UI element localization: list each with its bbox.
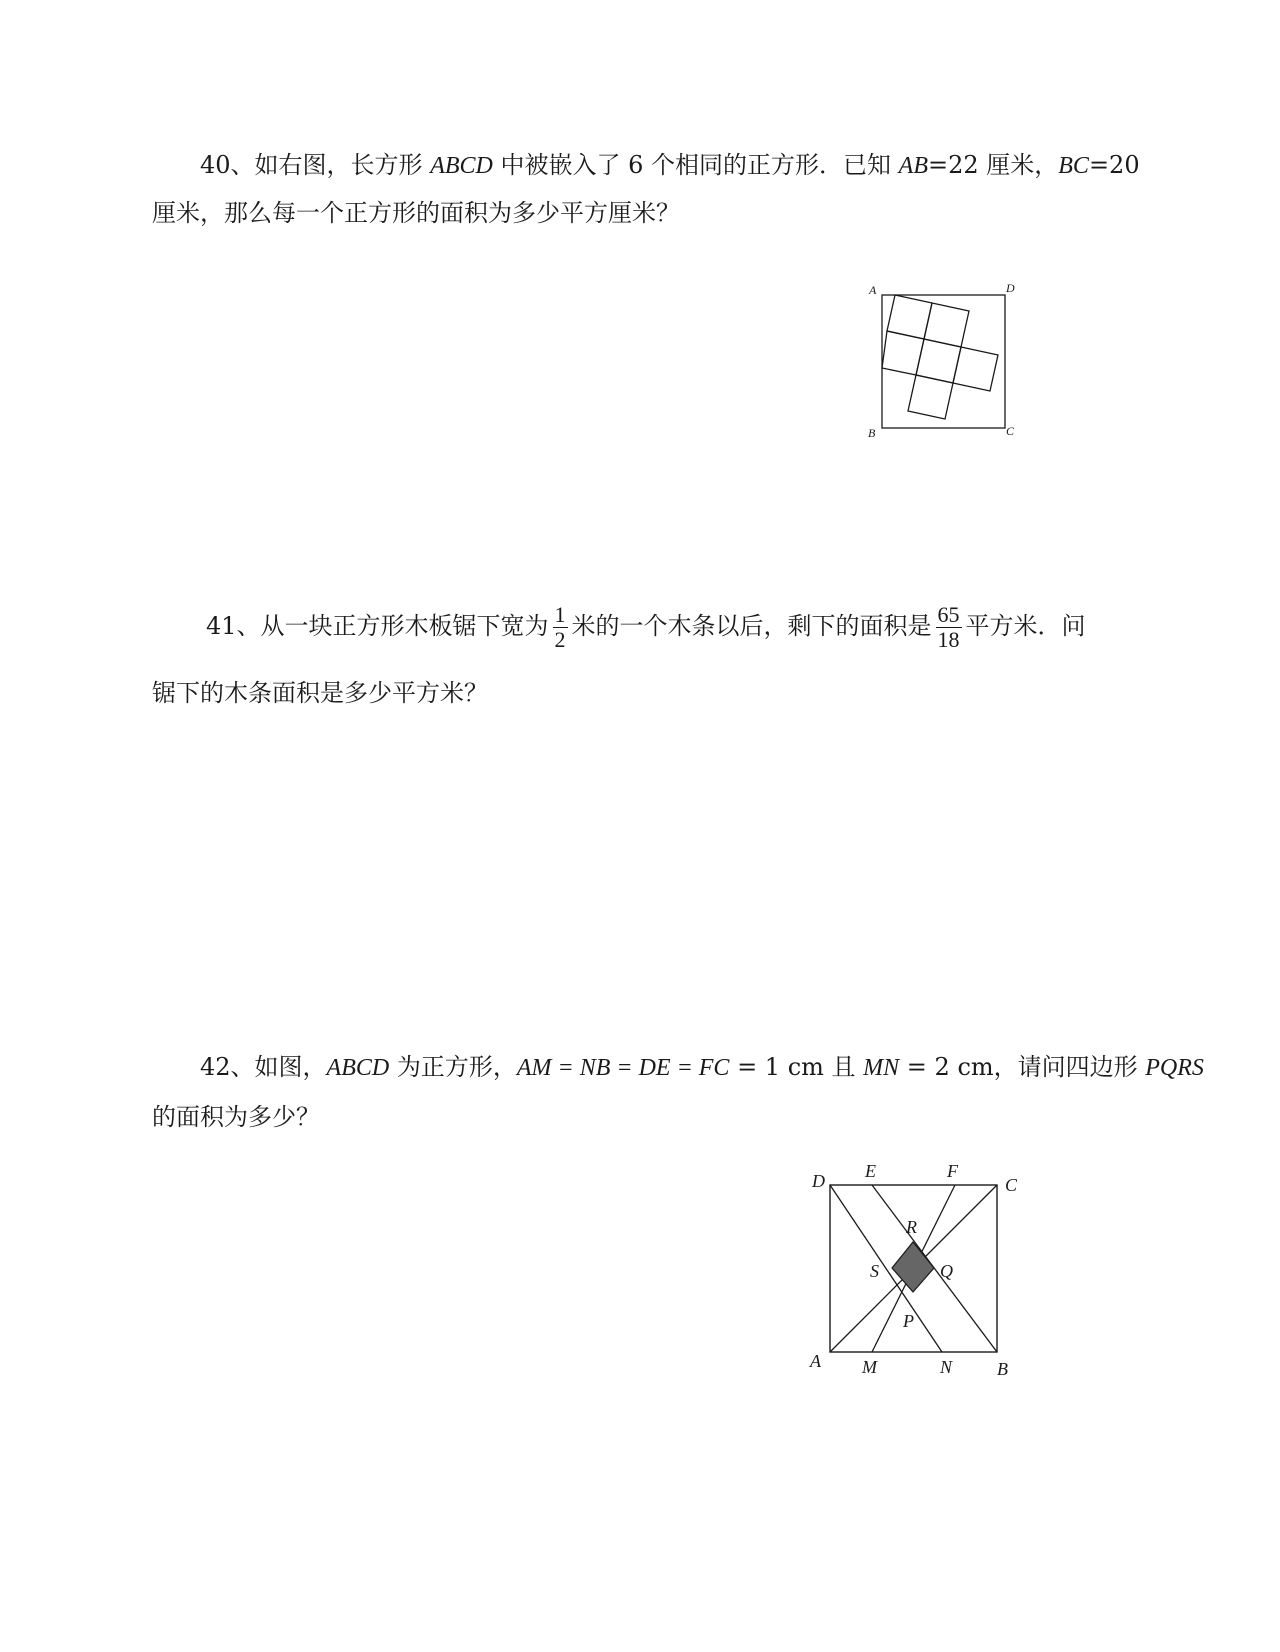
q40-line1 — [200, 148, 1140, 183]
q42-line2: 的面积为多少？ — [152, 1103, 320, 1131]
q42-number: 42、 — [200, 1053, 255, 1081]
q41-line1 — [206, 598, 1086, 654]
q42-label-p: P — [903, 1311, 914, 1331]
q41-line2: 锯下的木条面积是多少平方米？ — [152, 679, 488, 707]
q41-frac1-den: 2 — [554, 627, 566, 652]
q40-line2: 厘米，那么每一个正方形的面积为多少平方厘米？ — [152, 199, 680, 227]
q40-rectangle — [882, 295, 1005, 428]
q41-frac2-den: 18 — [937, 627, 960, 652]
q41-frac2-num: 65 — [937, 602, 960, 627]
q40-text-1: 如右图，长方形 — [254, 151, 431, 179]
q41-number: 41、 — [206, 612, 261, 640]
q42-mn: MN — [863, 1055, 900, 1081]
q41-frac1-num: 1 — [554, 602, 566, 627]
q40-ab: AB — [898, 153, 928, 179]
q42-text-3: = 1 cm 且 — [729, 1053, 864, 1081]
q41-text-2: 米的一个木条以后，剩下的面积是 — [571, 612, 932, 640]
q40-square-6 — [908, 375, 953, 419]
q42-line-eb — [872, 1185, 997, 1352]
q42-label-r: R — [906, 1217, 917, 1237]
q42-abcd: ABCD — [326, 1055, 390, 1081]
q42-pqrs: PQRS — [1145, 1055, 1204, 1081]
q42-text-1: 如图， — [254, 1053, 327, 1081]
q40-abcd: ABCD — [430, 153, 493, 179]
q42-line1 — [200, 1050, 1204, 1085]
q42-label-q: Q — [940, 1261, 953, 1281]
q40-square-5 — [953, 347, 998, 391]
q40-text-2: 中被嵌入了 6 个相同的正方形．已知 — [492, 151, 899, 179]
q42-equation: AM = NB = DE = FC — [516, 1055, 730, 1081]
q40-label-b: B — [868, 426, 876, 440]
q42-label-b: B — [997, 1359, 1008, 1379]
q40-bc: BC — [1058, 153, 1089, 179]
q41-text-1: 从一块正方形木板锯下宽为 — [260, 612, 549, 640]
q40-label-a: A — [869, 283, 877, 297]
q40-number: 40、 — [200, 151, 255, 179]
q42-label-m: M — [862, 1357, 877, 1377]
q42-label-a: A — [810, 1351, 821, 1371]
q41-fraction-half — [553, 603, 568, 652]
q40-text-3: =22 厘米， — [927, 151, 1059, 179]
q40-text-4: =20 — [1088, 151, 1140, 179]
q41-text-3: 平方米．问 — [965, 612, 1086, 640]
q40-label-d: D — [1006, 281, 1015, 295]
q42-figure — [800, 1155, 1040, 1395]
q42-label-f: F — [947, 1161, 958, 1181]
q41-fraction-65-18 — [936, 603, 962, 652]
q42-text-2: 为正方形， — [389, 1053, 517, 1081]
q40-squares — [882, 295, 998, 419]
q42-label-e: E — [865, 1161, 876, 1181]
q40-label-c: C — [1006, 424, 1015, 438]
q42-label-c: C — [1005, 1175, 1018, 1195]
q40-figure — [860, 282, 1040, 452]
q42-text-4: = 2 cm，请问四边形 — [899, 1053, 1146, 1081]
q42-label-d: D — [812, 1171, 825, 1191]
q42-label-s: S — [870, 1261, 879, 1281]
q42-label-n: N — [940, 1357, 953, 1377]
